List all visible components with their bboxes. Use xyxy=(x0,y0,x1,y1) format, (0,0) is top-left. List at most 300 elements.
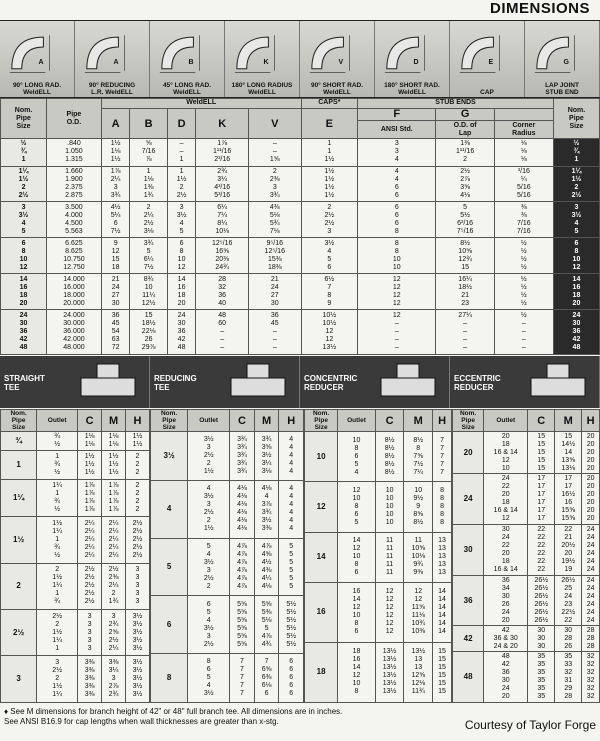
c-cell: 12 12 12 12 12 12 xyxy=(375,582,404,642)
figure-panel xyxy=(150,356,300,408)
fitting-caption: 45° LONG RAD. WeldELL xyxy=(162,82,212,96)
value-cell: 2¾ 3¼ 4³/16 5³/16 xyxy=(196,166,249,202)
outlet-cell: 10 8 6 5 4 xyxy=(338,432,376,482)
nom-size-cell: ¾ xyxy=(1,432,37,451)
table-row xyxy=(305,642,452,702)
table-row xyxy=(1,451,150,479)
fitting-dimension-letter: G xyxy=(563,59,569,66)
h-cell: 20 20 20 20 20 20 xyxy=(582,474,600,525)
fitting-figure xyxy=(375,21,450,97)
c-cell: 2½ 2½ 2½ 2½ 2½ xyxy=(78,563,102,609)
col-corner-letter xyxy=(494,108,553,120)
col-header: C xyxy=(78,410,102,432)
fitting-dimension-letter: V xyxy=(338,59,344,66)
figure-panel xyxy=(0,356,150,408)
table-row xyxy=(1,274,600,310)
outlet-cell: ¾ ½ xyxy=(37,432,78,451)
fitting-figure xyxy=(0,21,75,97)
h-cell: 14 14 14 14 14 14 xyxy=(433,582,452,642)
nom-size-cell: 14 xyxy=(305,532,338,582)
fitting-drawing xyxy=(300,23,374,77)
nom-size-cell: 48 xyxy=(453,652,484,703)
col-header: H xyxy=(126,410,150,432)
value-cell: 14 16 18 20 xyxy=(167,274,196,310)
value-cell: 9 12 15 18 xyxy=(101,238,130,274)
value-cell: ⅛ ⅛ ⅛ xyxy=(494,139,553,166)
h-cell: 4 4 4 4 4 4 xyxy=(279,480,304,538)
nom-size-cell: 5 xyxy=(151,538,188,596)
value-cell: ½ ½ ½ ½ xyxy=(494,238,553,274)
col-header: Nom. Pipe Size xyxy=(151,410,188,432)
value-cell: 1 1 1½ xyxy=(301,139,358,166)
col-header: H xyxy=(279,410,304,432)
fitting-drawing xyxy=(525,23,599,77)
reducing-tee-table-a xyxy=(150,409,304,703)
h-cell: 2½ 2½ 2½ 2½ 2½ xyxy=(126,517,150,563)
col-F-letter: F xyxy=(358,108,436,120)
value-cell: ½ ½ ½ ½ xyxy=(494,274,553,310)
table-row xyxy=(453,525,600,576)
h-cell: 7 7 7 7 7 xyxy=(433,432,452,482)
col-pipe-od: Pipe O.D. xyxy=(47,99,102,139)
fitting-dimension-letter: A xyxy=(113,59,119,66)
value-cell: 1⅜ 1¹¹/16 2 xyxy=(436,139,494,166)
fitting-figure xyxy=(300,21,375,97)
value-cell: 4⅜ 5⅛ 5¾ 7⅛ xyxy=(248,202,301,238)
c-cell: 30 30 30 xyxy=(528,626,555,652)
table-row xyxy=(453,432,600,474)
h-cell: 6 6 6 6 6 xyxy=(279,654,304,703)
col-header: C xyxy=(230,410,255,432)
outlet-cell: 1¼ 1 ¾ ½ xyxy=(37,479,78,516)
m-cell: 2¼ 2¼ 2¼ 2¼ 2¼ xyxy=(102,517,126,563)
table-row xyxy=(305,432,452,482)
tee-reducer-figures xyxy=(0,356,600,408)
fitting-dimension-letter: E xyxy=(488,59,494,66)
col-header: H xyxy=(433,410,452,432)
col-subheader: O.D. of Lap xyxy=(436,120,494,139)
h-cell: 4 4 4 4 4 xyxy=(279,432,304,481)
col-header: Outlet xyxy=(484,410,528,432)
nom-size-cell: 24 30 36 42 48 xyxy=(1,310,47,355)
value-cell: 1⅞ 2¼ 3 3¾ xyxy=(101,166,130,202)
outlet-cell: 24 22 20 18 16 & 14 12 xyxy=(484,474,528,525)
table-row xyxy=(1,563,150,609)
value-cell: 27¼ – – – – xyxy=(436,310,494,355)
nom-size-cell: 4 xyxy=(151,480,188,538)
footnotes xyxy=(4,707,342,727)
outlet-cell: 12 10 8 6 5 xyxy=(338,482,376,532)
c-cell: 11 11 11 11 11 xyxy=(375,532,404,582)
nom-size-cell: 30 xyxy=(453,525,484,576)
fitting-dimension-letter: B xyxy=(188,59,194,66)
nom-size-cell: 3 xyxy=(1,656,37,703)
table-row xyxy=(1,202,600,238)
nom-size-cell: 42 xyxy=(453,626,484,652)
fitting-drawing xyxy=(225,23,299,77)
nom-size-cell: 3 3½ 4 5 xyxy=(1,202,47,238)
col-header: Nom. Pipe Size xyxy=(1,410,37,432)
value-cell: 2 2¼ 2½ 3⅛ xyxy=(130,202,167,238)
c-cell: 13½ 13½ 13½ 13½ 13½ 13½ xyxy=(375,642,404,702)
table-row xyxy=(305,532,452,582)
nom-size-cell-right: 14 16 18 20 xyxy=(553,274,599,310)
table-row xyxy=(1,139,600,166)
nom-size-cell: 1¼ 1½ 2 2½ xyxy=(1,166,47,202)
outlet-cell: 4 3½ 3 2½ 2 1½ xyxy=(188,480,230,538)
m-cell: 11 10⅝ 10⅛ 9¾ 9⅜ xyxy=(404,532,433,582)
value-cell: 3 3½ 4 5 xyxy=(167,202,196,238)
m-cell: 12 12 11⅝ 11⅛ 10¾ 10⅜ xyxy=(404,582,433,642)
col-B-letter: B xyxy=(130,108,167,139)
h-cell: 32 32 32 32 32 32 xyxy=(582,652,600,703)
fitting-figures xyxy=(0,20,600,98)
m-cell: 3⅜ 3¼ 3 2⅞ 2¾ xyxy=(102,656,126,703)
value-cell: 6½ 7 8 9 xyxy=(301,274,358,310)
c-cell: 3 3 3 3 3 xyxy=(78,609,102,655)
col-G-letter: G xyxy=(436,108,494,120)
h-cell: 5½ 5½ 5½ 5½ 5½ 5½ xyxy=(279,596,304,654)
outlet-cell: 36 34 30 26 24 20 xyxy=(484,575,528,626)
nom-size-cell: 12 xyxy=(305,482,338,532)
outlet-cell: 8 6 5 4 3½ xyxy=(188,654,230,703)
value-cell: 14.000 16.000 18.000 20.000 xyxy=(47,274,102,310)
group-weldell: WeldELL xyxy=(101,99,301,109)
nom-size-cell-right: ½ ¾ 1 xyxy=(553,139,599,166)
fitting-drawing xyxy=(75,23,149,77)
fitting-figure xyxy=(75,21,150,97)
c-cell: 7 7 7 7 7 xyxy=(230,654,255,703)
m-cell: 7 6⅝ 6⅜ 6⅛ 6 xyxy=(254,654,279,703)
outlet-cell: 30 24 22 20 18 16 & 14 xyxy=(484,525,528,576)
fitting-figure xyxy=(150,21,225,97)
outlet-cell: 1 ¾ ½ xyxy=(37,451,78,479)
c-cell: 10 10 10 10 10 xyxy=(375,482,404,532)
m-cell: 30 28 26 xyxy=(555,626,582,652)
value-cell: 8¾ 10 11¼ 12½ xyxy=(130,274,167,310)
h-cell: 3 3 3 3 3 xyxy=(126,563,150,609)
value-cell: 2 2⅜ 3 3¾ xyxy=(248,166,301,202)
value-cell: 9⁵/16 12⁵/16 15⅜ 18⅜ xyxy=(248,238,301,274)
value-cell: 10½ 10½ 12 12 13½ xyxy=(301,310,358,355)
m-cell: 4⅛ 4 3⅞ 3¾ 3½ 3⅜ xyxy=(254,480,279,538)
table-row xyxy=(1,432,150,451)
value-cell: 28 32 36 40 xyxy=(196,274,249,310)
m-cell: 1⅛ 1⅛ xyxy=(102,432,126,451)
col-A-letter: A xyxy=(101,108,130,139)
outlet-cell: 42 36 & 30 24 & 20 xyxy=(484,626,528,652)
outlet-cell: 1½ 1¼ 1 ¾ ½ xyxy=(37,517,78,563)
table-row xyxy=(453,575,600,626)
col-subheader: Corner Radius xyxy=(494,120,553,139)
value-cell: 5 5½ 6³/16 7⁵/16 xyxy=(436,202,494,238)
outlet-cell: 6 5 4 3½ 3 2½ xyxy=(188,596,230,654)
fitting-caption: 90° REDUCING L.R. WeldELL xyxy=(88,82,136,96)
value-cell: ⅜ ⅜ 7/16 7/16 xyxy=(494,202,553,238)
value-cell: – – 1 xyxy=(167,139,196,166)
value-cell: 24 30 36 42 48 xyxy=(167,310,196,355)
value-cell: ½ – – – – xyxy=(494,310,553,355)
fitting-drawing xyxy=(375,23,449,77)
value-cell: 8 8 10 10 xyxy=(358,238,436,274)
value-cell: 6¼ 7¼ 8¼ 10⅛ xyxy=(196,202,249,238)
value-cell: 1½ 1⅛ 1½ xyxy=(101,139,130,166)
table-row xyxy=(305,582,452,642)
outlet-cell: 16 14 12 10 8 6 xyxy=(338,582,376,642)
col-header: M xyxy=(102,410,126,432)
col-header: M xyxy=(254,410,279,432)
fitting-caption: 180° SHORT RAD. WeldELL xyxy=(384,82,440,96)
table-row xyxy=(1,310,600,355)
value-cell: – – 1⅝ xyxy=(248,139,301,166)
value-cell: 48 60 – – – xyxy=(196,310,249,355)
col-header: Outlet xyxy=(188,410,230,432)
outlet-cell: 3 2½ 2 1½ 1¼ xyxy=(37,656,78,703)
c-cell: 17 17 17 17 17 17 xyxy=(528,474,555,525)
value-cell: 3 3 4 xyxy=(358,139,436,166)
c-cell: 1⅛ 1⅛ xyxy=(78,432,102,451)
h-cell: 8 8 8 8 8 xyxy=(433,482,452,532)
value-cell: 12 – – – – xyxy=(358,310,436,355)
h-cell: 3½ 3½ 3½ 3½ 3½ xyxy=(126,656,150,703)
table-row xyxy=(151,538,304,596)
nom-size-cell-right: 24 30 36 42 48 xyxy=(553,310,599,355)
tee-drawing xyxy=(223,360,293,404)
c-cell: 2¼ 2¼ 2¼ 2¼ 2¼ xyxy=(78,517,102,563)
fitting-figure xyxy=(525,21,600,97)
table-row xyxy=(1,238,600,274)
footnote-1: ♦ See M dimensions for branch height of 42" or 48" full branch tee. All dimensions are in inches. xyxy=(4,707,343,716)
tee-drawing xyxy=(373,360,443,404)
fitting-caption: 180° LONG RADIUS WeldELL xyxy=(231,82,293,96)
value-cell: 1⅞ 1¹¹/16 2³/16 xyxy=(196,139,249,166)
table-row xyxy=(1,479,150,516)
h-cell: 3½ 3½ 3½ 3½ 3½ xyxy=(126,609,150,655)
col-V-letter: V xyxy=(248,108,301,139)
h-cell: 15 15 15 15 15 15 xyxy=(433,642,452,702)
h-cell: 13 13 13 13 13 xyxy=(433,532,452,582)
c-cell: 35 35 35 35 35 35 xyxy=(528,652,555,703)
m-cell: 1½ 1½ 1½ xyxy=(102,451,126,479)
fitting-drawing xyxy=(450,23,524,77)
nom-size-cell-right: 3 3½ 4 5 xyxy=(553,202,599,238)
value-cell: 1 1⅛ 1⅜ 1¾ xyxy=(130,166,167,202)
table-row xyxy=(1,517,150,563)
nom-size-cell: 2½ xyxy=(1,609,37,655)
outlet-cell: 2½ 2 1½ 1¼ 1 xyxy=(37,609,78,655)
reducing-tee-table-b xyxy=(304,409,452,703)
c-cell: 4⅛ 4⅛ 4⅛ 4⅛ 4⅛ 4⅛ xyxy=(230,480,255,538)
nom-size-cell: 16 xyxy=(305,582,338,642)
table-row xyxy=(453,474,600,525)
value-cell: 2½ 2⅞ 3⅝ 4⅛ xyxy=(436,166,494,202)
value-cell: 2 2½ 2½ 3 xyxy=(301,202,358,238)
figure-label: ECCENTRIC REDUCER xyxy=(454,374,501,392)
value-cell: 36 45 54 63 72 xyxy=(101,310,130,355)
table-row xyxy=(305,482,452,532)
fitting-caption: CAP xyxy=(480,89,494,96)
fitting-dimension-letter: K xyxy=(263,59,269,66)
table-row xyxy=(1,166,600,202)
outlet-cell: 20 18 16 & 14 12 10 xyxy=(484,432,528,474)
value-cell: 3½ 4 5 6 xyxy=(301,238,358,274)
table-row xyxy=(1,609,150,655)
table-row xyxy=(151,432,304,481)
h-cell: 24 24 24 24 24 24 xyxy=(582,525,600,576)
col-header: C xyxy=(528,410,555,432)
page-title: DIMENSIONS xyxy=(489,0,590,17)
footnote-2: See ANSI B16.9 for cap lengths when wall thicknesses are greater than x-stg. xyxy=(4,717,279,726)
nom-size-cell: 24 xyxy=(453,474,484,525)
m-cell: 5⅝ 5⅜ 5⅛ 5 4⅞ 4¾ xyxy=(254,596,279,654)
h-cell: 1½ 1½ xyxy=(126,432,150,451)
nom-size-cell: 3½ xyxy=(151,432,188,481)
group-caps: CAPS* xyxy=(301,99,358,109)
col-header: M xyxy=(555,410,582,432)
c-cell: 4⅞ 4⅞ 4⅞ 4⅞ 4⅞ 4⅞ xyxy=(230,538,255,596)
nom-size-cell: 6 xyxy=(151,596,188,654)
nom-size-cell: 1¼ xyxy=(1,479,37,516)
nom-size-cell: 2 xyxy=(1,563,37,609)
col-header: Outlet xyxy=(37,410,78,432)
col-K-letter: K xyxy=(196,108,249,139)
m-cell: 17 17 16½ 16 15⅝ 15⅝ xyxy=(555,474,582,525)
nom-size-cell-right: 6 8 10 12 xyxy=(553,238,599,274)
outlet-cell: 2 1½ 1¼ 1 ¾ xyxy=(37,563,78,609)
table-row xyxy=(453,652,600,703)
nom-size-cell: 14 16 18 20 xyxy=(1,274,47,310)
col-E-letter: E xyxy=(301,108,358,139)
h-cell: 20 20 20 20 20 xyxy=(582,432,600,474)
m-cell: 3¾ 3⅝ 3½ 3¼ 3⅛ xyxy=(254,432,279,481)
col-D-letter: D xyxy=(167,108,196,139)
value-cell: 6 6 6 8 xyxy=(358,202,436,238)
col-header: H xyxy=(582,410,600,432)
h-cell: 28 28 28 xyxy=(582,626,600,652)
nom-size-cell: 36 xyxy=(453,575,484,626)
value-cell: 3.500 4.000 4.500 5.563 xyxy=(47,202,102,238)
value-cell: 15 18½ 22⅛ 26 29⅞ xyxy=(130,310,167,355)
table-row xyxy=(1,656,150,703)
value-cell: ³/16 ¼ 5/16 5/16 xyxy=(494,166,553,202)
fitting-caption: LAP JOINT STUB END xyxy=(545,82,579,96)
group-stub-ends: STUB ENDS xyxy=(358,99,554,109)
fitting-caption: 90° LONG RAD. WeldELL xyxy=(12,82,62,96)
fitting-dimension-letter: D xyxy=(413,59,419,66)
c-cell: 1½ 1½ 1½ xyxy=(78,451,102,479)
c-cell: 8½ 8½ 8½ 8½ 8½ xyxy=(375,432,404,482)
nom-size-cell: 6 8 10 12 xyxy=(1,238,47,274)
m-cell: 22 21 20½ 20 19½ 19 xyxy=(555,525,582,576)
m-cell: 15 14½ 14 13⅝ 13⅛ xyxy=(555,432,582,474)
c-cell: 15 15 15 15 15 xyxy=(528,432,555,474)
m-cell: 1⅞ 1⅞ 1⅞ 1⅞ xyxy=(102,479,126,516)
col-header: M xyxy=(404,410,433,432)
table-row xyxy=(151,480,304,538)
h-cell: 2 2 2 xyxy=(126,451,150,479)
value-cell: 6 8 10 12 xyxy=(167,238,196,274)
c-cell: 5⅝ 5⅝ 5⅝ 5⅝ 5⅝ 5⅝ xyxy=(230,596,255,654)
value-cell: 21 24 27 30 xyxy=(101,274,130,310)
fitting-drawing xyxy=(0,23,74,77)
c-cell: 3¾ 3¾ 3¾ 3¾ 3¾ xyxy=(230,432,255,481)
nom-size-cell: 10 xyxy=(305,432,338,482)
h-cell: 24 24 24 24 24 24 xyxy=(582,575,600,626)
value-cell: .840 1.050 1.315 xyxy=(47,139,102,166)
nom-size-cell: ½ ¾ 1 xyxy=(1,139,47,166)
value-cell: 24.000 30.000 36.000 42.000 48.000 xyxy=(47,310,102,355)
outlet-cell: 48 42 36 30 24 20 xyxy=(484,652,528,703)
nom-size-cell: 20 xyxy=(453,432,484,474)
fitting-caption: 90° SHORT RAD. WeldELL xyxy=(310,82,364,96)
h-cell: 2 2 2 2 xyxy=(126,479,150,516)
figure-panel xyxy=(450,356,600,408)
fitting-figure xyxy=(225,21,300,97)
m-cell: 2½ 2⅜ 2¼ 2 1¾ xyxy=(102,563,126,609)
h-cell: 5 5 5 5 5 5 xyxy=(279,538,304,596)
fitting-figure xyxy=(450,21,525,97)
value-cell: 1.660 1.900 2.375 2.875 xyxy=(47,166,102,202)
figure-label: CONCENTRIC REDUCER xyxy=(304,374,358,392)
col-nom-pipe-size: Nom. Pipe Size xyxy=(1,99,47,139)
m-cell: 4⅞ 4⅝ 4½ 4⅜ 4¼ 4⅛ xyxy=(254,538,279,596)
weldell-dimension-table xyxy=(0,98,600,355)
col-nom-pipe-size-right: Nom. Pipe Size xyxy=(553,99,599,139)
col-header: C xyxy=(375,410,404,432)
fitting-drawing xyxy=(150,23,224,77)
value-cell: 4 4 6 6 xyxy=(358,166,436,202)
outlet-cell: 14 12 10 8 6 xyxy=(338,532,376,582)
table-row xyxy=(453,626,600,652)
outlet-cell: 3½ 3 2½ 2 1½ xyxy=(188,432,230,481)
value-cell: 36 45 – – – xyxy=(248,310,301,355)
credit-line: Courtesy of Taylor Forge xyxy=(464,718,596,732)
nom-size-cell-right: 1¼ 1½ 2 2½ xyxy=(553,166,599,202)
table-row xyxy=(151,654,304,703)
m-cell: 35 33 32 31 29 28 xyxy=(555,652,582,703)
c-cell: 1⅞ 1⅞ 1⅞ 1⅞ xyxy=(78,479,102,516)
m-cell: 13½ 13 13 12⅝ 12⅛ 11¾ xyxy=(404,642,433,702)
value-cell: 12⁵/16 16⅝ 20⅜ 24¾ xyxy=(196,238,249,274)
value-cell: 8½ 10⅝ 12¾ 15 xyxy=(436,238,494,274)
figure-label: REDUCING TEE xyxy=(154,374,197,392)
col-header: Nom. Pipe Size xyxy=(305,410,338,432)
col-subheader: ANSI Std. xyxy=(358,120,436,139)
value-cell: 12 12 12 12 xyxy=(358,274,436,310)
value-cell: 1 1½ 2 2½ xyxy=(167,166,196,202)
fitting-dimension-letter: A xyxy=(38,59,44,66)
outlet-cell: 5 4 3½ 3 2½ 2 xyxy=(188,538,230,596)
col-header: Nom. Pipe Size xyxy=(453,410,484,432)
outlet-cell: 18 16 14 12 10 8 xyxy=(338,642,376,702)
table-row xyxy=(151,596,304,654)
value-cell: 6.625 8.625 10.750 12.750 xyxy=(47,238,102,274)
tee-drawing xyxy=(73,360,143,404)
straight-tee-table xyxy=(0,409,150,703)
m-cell: 26½ 25 24 23 22½ 22 xyxy=(555,575,582,626)
m-cell: 10 9½ 9 8⅝ 8½ xyxy=(404,482,433,532)
c-cell: 26½ 26½ 26½ 26½ 26½ 26½ xyxy=(528,575,555,626)
nom-size-cell: 1 xyxy=(1,451,37,479)
value-cell: ⅝ 7/16 ⅞ xyxy=(130,139,167,166)
value-cell: 3¾ 5 6¼ 7½ xyxy=(130,238,167,274)
nom-size-cell: 1½ xyxy=(1,517,37,563)
col-header: Outlet xyxy=(338,410,376,432)
nom-size-cell: 8 xyxy=(151,654,188,703)
value-cell: 21 24 27 30 xyxy=(248,274,301,310)
c-cell: 3⅜ 3⅜ 3⅜ 3⅜ 3⅜ xyxy=(78,656,102,703)
m-cell: 3 2¾ 2⅝ 2½ 2¼ xyxy=(102,609,126,655)
